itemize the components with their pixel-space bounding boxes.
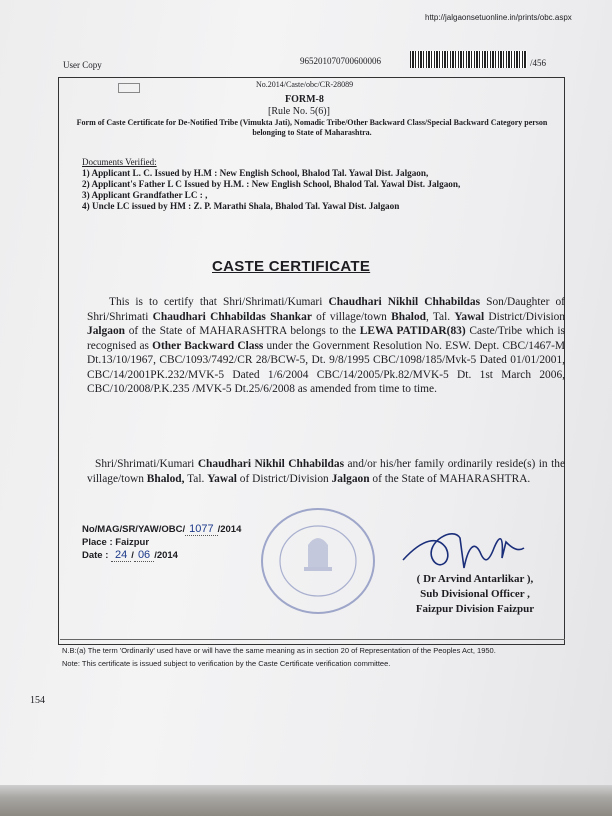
document-item: 2) Applicant's Father L C Issued by H.M. : New English School, Bhalod Tal. Yawal Dist. Jalgaon,: [82, 179, 461, 189]
father-name: Chaudhari Chhabildas Shankar: [152, 310, 312, 323]
text: , Tal.: [425, 310, 455, 323]
certificate-paragraph-2: [87, 457, 565, 486]
signatory-block: [380, 572, 570, 617]
date-month: 06: [134, 549, 154, 562]
certificate-paragraph-1: [87, 295, 565, 397]
taluka: Yawal: [454, 310, 485, 323]
state: MAHARASHTRA: [199, 325, 287, 337]
signatory-name: ( Dr Arvind Antarlikar ),: [416, 573, 534, 585]
source-url: http://jalgaonsetuonline.in/prints/obc.aspx: [425, 13, 572, 22]
footer-notes: [62, 646, 562, 668]
signatory-designation: Sub Divisional Officer ,: [420, 588, 530, 600]
document-item: 1) Applicant L. C. Issued by H.M : New English School, Bhalod Tal. Yawal Dist. Jalgaon,: [82, 168, 429, 178]
place: Place : Faizpur: [82, 537, 150, 548]
text: of District/Division: [236, 472, 332, 485]
documents-heading: Documents Verified:: [82, 157, 157, 167]
documents-verified: [82, 157, 562, 212]
document-item: 3) Applicant Grandfather LC : ,: [82, 190, 208, 200]
certificate-no-year: /2014: [217, 524, 242, 535]
reference-number: No.2014/Caste/obc/CR-28089: [256, 80, 354, 89]
footer-divider: [60, 639, 565, 640]
text: Tal.: [184, 472, 208, 485]
text: and/or his/her family ordinarily reside(s) in the village/town: [87, 458, 565, 485]
form-description: Form of Caste Certificate for De-Notified Tribe (Vimukta Jati), Nomadic Tribe/Other Backward Class/Special Backward Category person belonging to State of Maharashtra.: [76, 118, 548, 137]
text: Shri/Shrimati/Kumari: [95, 458, 198, 470]
certificate-title: CASTE CERTIFICATE: [212, 258, 371, 275]
caste: LEWA PATIDAR(83): [359, 325, 466, 337]
category: Other Backward Class: [152, 339, 264, 352]
village: Bhalod: [391, 310, 426, 323]
applicant-name: Chaudhari Nikhil Chhabildas: [328, 296, 480, 308]
district: Jalgaon: [331, 472, 370, 485]
date-day: 24: [111, 549, 131, 562]
taluka: Yawal: [207, 472, 237, 485]
date-year: /2014: [154, 550, 178, 561]
barcode-suffix: /456: [530, 58, 547, 68]
village: Bhalod,: [146, 472, 185, 485]
document-item: 4) Uncle LC issued by HM : Z. P. Marathi Shala, Bhalod Tal. Yawal Dist. Jalgaon: [82, 201, 400, 211]
date-label: Date :: [82, 550, 112, 561]
serial-number: 965201070700600006: [300, 56, 381, 66]
barcode: [410, 51, 527, 68]
form-number: FORM-8: [285, 94, 324, 105]
nb-note: N.B:(a) The term 'Ordinarily' used have or will have the same meaning as in section 20 of Representation of the Peoples Act, 1950.: [62, 646, 496, 655]
text: belongs to the: [286, 325, 360, 337]
issue-details: No/MAG/SR/YAW/OBC/ 1077 /2014 Place : Faizpur Date : 24 / 06 /2014: [82, 523, 242, 561]
text: of the State of: [124, 325, 200, 337]
text: This is to certify that Shri/Shrimati/Kumari: [109, 296, 329, 308]
signatory-office: Faizpur Division Faizpur: [415, 603, 535, 615]
text: of village/town: [311, 310, 392, 323]
verification-note: Note: This certificate is issued subject to verification by the Caste Certificate verification committee.: [62, 658, 391, 668]
text: under the Government Resolution No. ESW. Dept. CBC/1467-M Dt.13/10/1967, CBC/1093/7492/CR 28/BCW-5, Dt. 9/8/1995 CBC/1098/185/Mvk-5 Dated 01/01/2001, CBC/14/2001PK.232/MVK-5 Dated 1/6/2004 CBC/14/2005/Pk.82/MVK-5 Dt. 1st March 2006, CBC/10/2008/P.K.235 /MVK-5 Dt.25/6/2008 as amended from time to time.: [87, 339, 565, 395]
certificate-no-value: 1077: [185, 523, 217, 536]
page-number: 154: [30, 695, 45, 706]
background-surface: [0, 785, 612, 816]
user-copy-label: User Copy: [63, 60, 102, 70]
text: of the State of MAHARASHTRA.: [369, 472, 531, 485]
rule-number: [Rule No. 5(6)]: [268, 106, 330, 117]
text: Son/Daughter of Shri/Shrimati: [87, 296, 565, 323]
district: Jalgaon: [87, 325, 125, 337]
certificate-no-label: No/MAG/SR/YAW/OBC/: [82, 524, 186, 535]
office-seal-stamp: [258, 505, 378, 617]
applicant-name: Chaudhari Nikhil Chhabildas: [197, 458, 345, 470]
text: District/Division: [484, 310, 565, 323]
photo-box: [118, 83, 140, 93]
text: Caste/Tribe which is recognised as: [87, 325, 565, 352]
